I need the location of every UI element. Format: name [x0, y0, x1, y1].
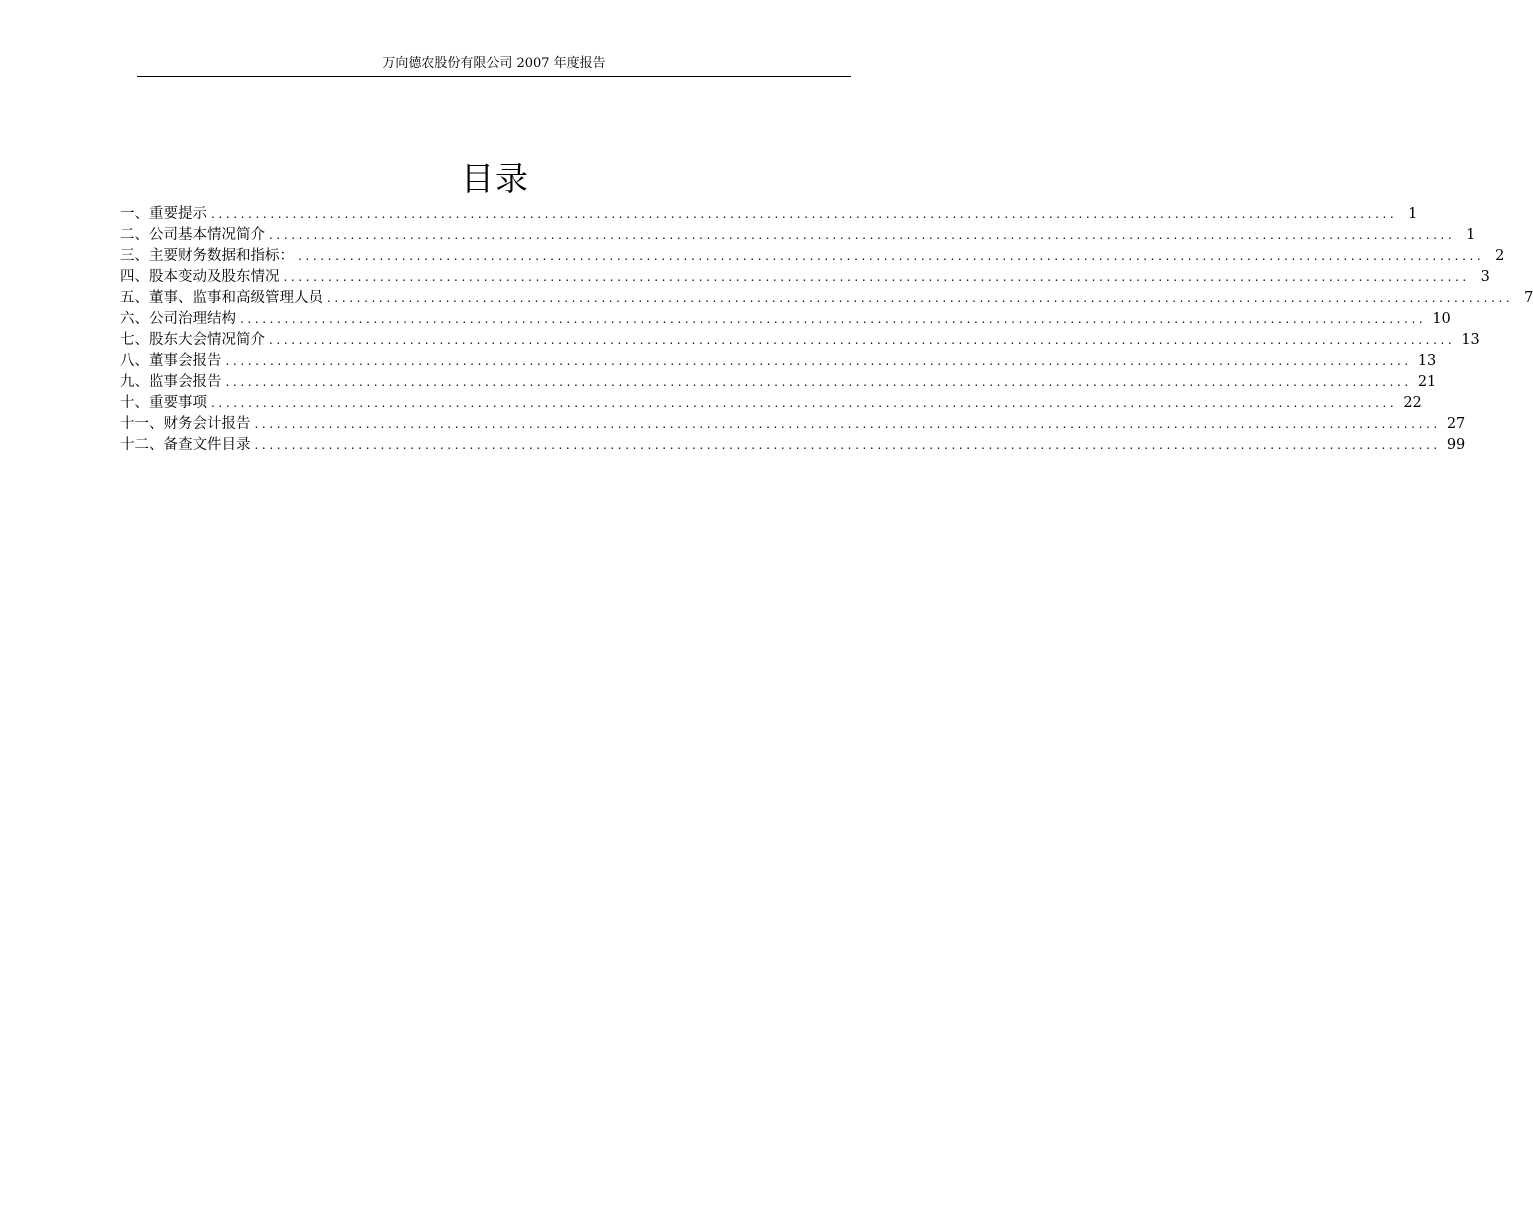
toc-dot-leader: ................................................................................................................................................................	[327, 291, 1514, 305]
toc-entry[interactable]	[120, 288, 1533, 309]
page-header	[137, 56, 851, 77]
toc-entry[interactable]	[120, 267, 1490, 288]
toc-dot-leader: ................................................................................................................................................................	[269, 228, 1456, 242]
toc-entry-label: 二、公司基本情况简介	[120, 227, 265, 243]
toc-dot-leader: ................................................................................................................................................................	[254, 417, 1441, 431]
toc-entry[interactable]	[120, 372, 1437, 393]
toc-entry-page-number: 1	[1466, 227, 1476, 243]
toc-entry[interactable]	[120, 246, 1505, 267]
toc-entry[interactable]	[120, 414, 1466, 435]
toc-title: 目录	[461, 159, 529, 198]
toc-entry[interactable]	[120, 309, 1451, 330]
toc-dot-leader: ................................................................................................................................................................	[298, 249, 1485, 263]
toc-entry-page-number: 13	[1417, 353, 1437, 369]
toc-dot-leader: ................................................................................................................................................................	[225, 375, 1412, 389]
toc-entry[interactable]	[120, 225, 1476, 246]
toc-entry[interactable]	[120, 393, 1422, 414]
toc-entry-page-number: 21	[1417, 374, 1437, 390]
toc-entry-label: 八、董事会报告	[120, 353, 222, 369]
toc-entry-page-number: 7	[1524, 290, 1533, 306]
toc-dot-leader: ................................................................................................................................................................	[240, 312, 1427, 326]
toc-entry-label: 九、监事会报告	[120, 374, 222, 390]
toc-entry-page-number: 27	[1446, 416, 1466, 432]
toc-entry[interactable]	[120, 204, 1418, 225]
toc-entry-label: 三、主要财务数据和指标：	[120, 248, 294, 264]
toc-entry-page-number: 2	[1495, 248, 1505, 264]
toc-dot-leader: ................................................................................................................................................................	[269, 333, 1456, 347]
toc-entry-label: 十二、备查文件目录	[120, 437, 251, 453]
toc-dot-leader: ................................................................................................................................................................	[283, 270, 1470, 284]
toc-dot-leader: ................................................................................................................................................................	[254, 438, 1441, 452]
toc-entry[interactable]	[120, 330, 1480, 351]
toc-entry-label: 十、重要事项	[120, 395, 207, 411]
toc-entry-label: 十一、财务会计报告	[120, 416, 251, 432]
toc-entry-page-number: 3	[1480, 269, 1490, 285]
toc-entry-label: 六、公司治理结构	[120, 311, 236, 327]
toc-dot-leader: ................................................................................................................................................................	[225, 354, 1412, 368]
toc-entry[interactable]	[120, 435, 1466, 456]
toc-dot-leader: ................................................................................................................................................................	[211, 207, 1398, 221]
toc-dot-leader: ................................................................................................................................................................	[211, 396, 1398, 410]
header-text: 万向德农股份有限公司 2007 年度报告	[382, 56, 606, 71]
toc-entry-label: 五、董事、监事和高级管理人员	[120, 290, 323, 306]
toc-entry-label: 七、股东大会情况简介	[120, 332, 265, 348]
toc-entry-label: 一、重要提示	[120, 206, 207, 222]
toc-entry-page-number: 22	[1403, 395, 1422, 411]
toc-entry-page-number: 1	[1408, 206, 1418, 222]
toc-entry[interactable]	[120, 351, 1437, 372]
toc-entry-label: 四、股本变动及股东情况	[120, 269, 280, 285]
toc-entry-page-number: 10	[1432, 311, 1451, 327]
toc-entry-page-number: 99	[1446, 437, 1466, 453]
toc-entry-page-number: 13	[1461, 332, 1480, 348]
table-of-contents	[120, 204, 1533, 456]
